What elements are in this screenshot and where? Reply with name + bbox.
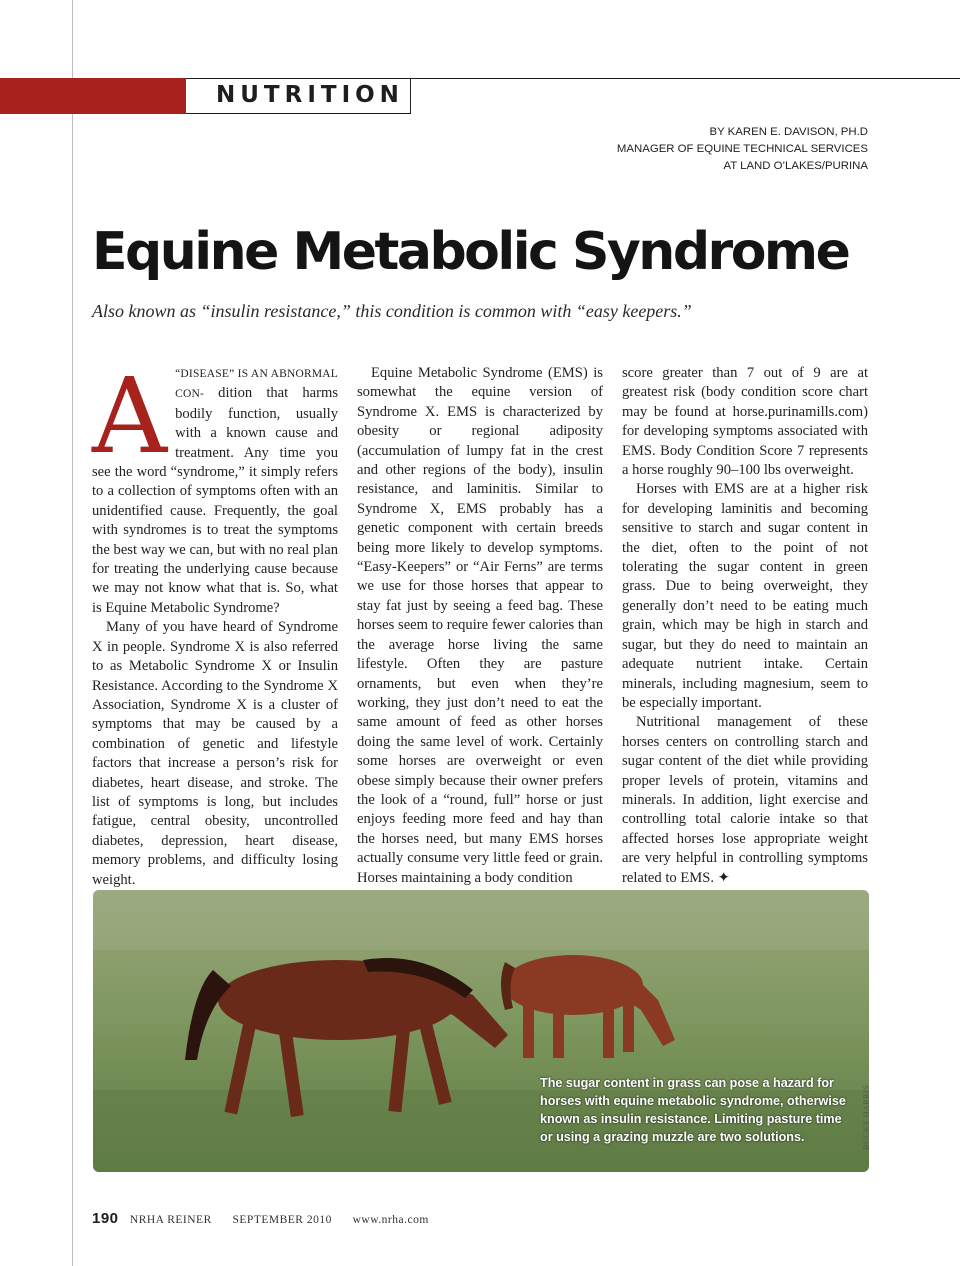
page-number: 190 bbox=[92, 1210, 119, 1227]
body-paragraph: Horses with EMS are at a higher risk for developing laminitis and becoming sensitive to starch and sugar content in the diet, often to the point of not tolerating the sugar content in green grass. Due to being overweight, they generally don’t need to be eating much grain, which may be high in starch and sugar, but they do need to maintain an adequate nutrient intake. Certain minerals, including magnesium, seem to be especially important. bbox=[622, 481, 868, 711]
body-paragraph bbox=[622, 713, 868, 888]
article-deck: Also known as “insulin resistance,” this condition is common with “easy keepers.” bbox=[92, 301, 692, 321]
article-title: Equine Metabolic Syndrome bbox=[92, 222, 849, 282]
header-rule bbox=[410, 78, 960, 79]
article-column-3 bbox=[622, 364, 868, 888]
page-gutter-line bbox=[72, 0, 73, 1266]
section-header bbox=[0, 78, 960, 114]
article-column-1 bbox=[92, 355, 338, 890]
lead-in-caps: “DISEASE” IS AN ABNORMAL CON- bbox=[175, 368, 338, 401]
byline-author: BY KAREN E. DAVISON, PH.D bbox=[709, 126, 868, 138]
body-paragraph: score greater than 7 out of 9 are at greatest risk (body condition score chart may be found at horse.purinamills.com) for developing symptoms associated with EMS. Body Condition Score 7 represents a horse roughly 90–100 lbs overweight. bbox=[622, 365, 868, 479]
lead-paragraph-text: dition that harms bodily function, usually with a known cause and treatment. Any time you see the word “syndrome,” it simply refers to a collection of symptoms often with an unidentified cause. Frequently, the goal with syndromes is to treat the symptoms the best way we can, but with no real plan for treating the underlying cause because we may not know what that is. So, what is Equine Metabolic Syndrome? bbox=[92, 385, 338, 616]
closing-paragraph-text: Nutritional management of these horses centers on controlling starch and sugar content of the diet while providing proper levels of protein, vitamins and minerals. In addition, light exercise and controlling total calorie intake so that affected horses lose appropriate weight are very helpful in controlling symptoms related to EMS. bbox=[622, 714, 868, 886]
byline bbox=[617, 124, 868, 175]
publication-name: NRHA REINER bbox=[129, 1214, 212, 1226]
issue-date: SEPTEMBER 2010 bbox=[232, 1214, 332, 1226]
section-label: NUTRITION bbox=[216, 82, 404, 108]
body-paragraph: Equine Metabolic Syndrome (EMS) is somewhat the equine version of Syndrome X. EMS is characterized by obesity or regional adiposity (accumulation of lumpy fat in the crest and other regions of the body), insulin resistance, and laminitis. Similar to Syndrome X, EMS probably has a genetic component with certain breeds being more likely to develop symptoms. “Easy-Keepers” or “Air Ferns” are terms we use for those horses that appear to stay fat just by seeing a feed bag. These horses seem to require fewer calories than the average horse living the same lifestyle. Often they are pasture ornaments, but even when they’re working, they just don’t need to eat the same amount of feed as other horses doing the same level of work. Certainly some horses are overweight or even obese simply because their owner prefers the look of a “round, full” horse or just enjoys feeding more feed and hay than the horses need, but many EMS horses actually consume very little feed or grain. Horses maintaining a body condition bbox=[357, 365, 603, 886]
end-mark-icon: ✦ bbox=[717, 869, 730, 886]
section-accent-bar bbox=[0, 78, 186, 114]
photo-credit: BUCKY HARRIS bbox=[862, 1084, 871, 1150]
photo-caption: The sugar content in grass can pose a hazard for horses with equine metabolic syndrome, otherwise known as insulin resistance. Limiting pasture time or using a grazing muzzle are two solutions. bbox=[540, 1076, 846, 1144]
body-paragraph: Many of you have heard of Syndrome X in people. Syndrome X is also referred to as Metabolic Syndrome X or Insulin Resistance. According to the Syndrome X Association, Syndrome X is a cluster of symptoms that may be caused by a combination of genetic and lifestyle factors that increase a person’s risk for diabetes, heart disease, and stroke. The list of symptoms is long, but includes fatigue, central obesity, uncontrolled diabetes, depression, heart disease, memory problems, and difficulty losing weight. bbox=[92, 619, 338, 888]
byline-title: MANAGER OF EQUINE TECHNICAL SERVICES bbox=[616, 143, 868, 155]
byline-company: AT LAND O’LAKES/PURINA bbox=[723, 160, 868, 172]
horse-grazing bbox=[501, 955, 675, 1058]
website-link[interactable]: www.nrha.com bbox=[352, 1214, 429, 1226]
article-column-2 bbox=[357, 364, 603, 888]
page-footer bbox=[92, 1210, 429, 1227]
lead-paragraph bbox=[92, 355, 338, 618]
drop-cap: A bbox=[92, 355, 168, 477]
